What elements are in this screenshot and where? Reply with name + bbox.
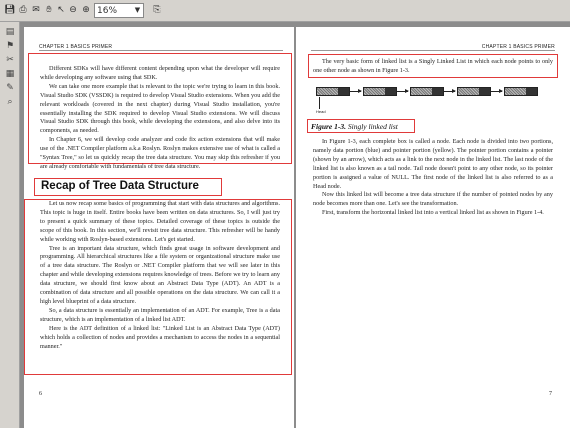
figure-title: Singly linked list [346, 122, 398, 131]
list-node [504, 87, 538, 96]
paragraph: In Chapter 6, we will develop code analyzer and code fix action extensions that will make use of the .NET Compiler platform a.k.a Roslyn. Roslyn makes extensive use of what is called a "Syntax Tree," so let us quickly recap the tree data structure. You may skip this refresher if you are already comfortable with fundamentals of tree data structure. [40, 136, 280, 170]
body-text [313, 138, 553, 218]
bookmarks-icon[interactable]: ⚑ [5, 41, 15, 51]
print-icon[interactable]: ⎙ [19, 5, 27, 15]
zoom-in-icon[interactable]: ⊕ [82, 5, 90, 15]
toolbar [0, 0, 570, 22]
head-pointer [319, 97, 320, 109]
section-text [40, 200, 280, 351]
save-icon[interactable]: 💾︎ [4, 5, 16, 15]
left-page [24, 27, 294, 428]
list-node [363, 87, 397, 96]
page-number: 7 [549, 391, 552, 397]
link-arrow [350, 91, 361, 92]
section-title: Recap of Tree Data Structure [41, 180, 199, 192]
paragraph: In Figure 1-3, each complete box is called a node. Each node is divided into two portions, namely data portion (blue) and pointer portion (yellow). The pointer portion contains a pointer (shown by an arrow), which acts as a link to the next node in the linked list. The last node of the linked list is also known as a tail node. Tail node doesn't point to any other node, so its pointer portion is assigned a value of NULL. The first node of the linked list is also referred to as a Head node. [313, 138, 553, 190]
page-header: CHAPTER 1 BASICS PRIMER [39, 44, 113, 50]
zoom-out-icon[interactable]: ⊖ [69, 5, 77, 15]
zoom-dropdown-icon[interactable]: ▼ [134, 6, 141, 14]
figure-number: Figure 1-3. [311, 122, 347, 131]
side-panel [0, 22, 20, 428]
paragraph: Different SDKs will have different content depending upon what the developer will require while developing any software using that SDK. [40, 65, 280, 81]
link-arrow [444, 91, 455, 92]
head-label: Head [316, 109, 326, 114]
paragraph: The very basic form of linked list is a Singly Linked List in which each node points to only one other node as shown in Figure 1-3. [313, 58, 553, 74]
header-rule [39, 50, 283, 51]
header-rule [311, 50, 555, 51]
paragraph: So, a data structure is essentially an implementation of an ADT. For example, Tree is a data structure, which is an implementation of a linked list ADT. [40, 306, 280, 323]
copy-icon[interactable]: ⎘ [153, 5, 161, 15]
paragraph: Now this linked list will become a tree data structure if the number of pointed nodes by any node becomes more than one. Let's see the transformation. [313, 191, 553, 208]
list-node [457, 87, 491, 96]
signatures-icon[interactable]: ✎ [6, 83, 14, 93]
list-node [410, 87, 444, 96]
paragraph: Here is the ADT definition of a linked list: "Linked List is an Abstract Data Type (ADT) which holds a collection of nodes and provides a mechanism to access the nodes in a sequential manner." [40, 324, 280, 350]
zoom-input[interactable]: 16% [94, 3, 144, 18]
intro-text [40, 65, 280, 172]
attachments-icon[interactable]: ✂ [6, 55, 14, 65]
link-arrow [491, 91, 502, 92]
right-page [296, 27, 570, 428]
email-icon[interactable]: ✉ [32, 5, 40, 15]
link-arrow [397, 91, 408, 92]
select-icon[interactable]: ↖ [57, 5, 65, 15]
paragraph: First, transform the horizontal linked list into a vertical linked list as shown in Figure 1-4. [322, 209, 544, 217]
intro-text [313, 58, 553, 76]
figure-caption [311, 122, 398, 131]
hand-icon[interactable]: ✋︎ [46, 5, 52, 15]
search-icon[interactable]: ⌕ [7, 97, 13, 107]
paragraph: We can take one more example that is relevant to the topic we're trying to learn in this book. Visual Studio SDK (VSSDK) is required to develop Visual Studio extensions. When you add the relevant workloads (covered in the next chapter) during Visual Studio installation, you're essentially installing the SDK required to develop Visual Studio extensions. We will discuss Visual Studio SDK through this book, while developing the extensions, and also delve into its components, as needed. [40, 82, 280, 135]
layers-icon[interactable]: ▦ [5, 69, 15, 79]
page-header: CHAPTER 1 BASICS PRIMER [481, 44, 555, 50]
paragraph: Tree is an important data structure, which finds great usage in software development and programming. All hierarchical structures like a file system or organizational structure make use of a tree data structure. The Roslyn or .NET Compiler platform that we will see later in this chapter and while developing extensions requires knowledge of trees. Before we try to learn any data structure, we should first know about an Abstract Data Type (ADT). An ADT is a combination of data structure and all possible operations on the data structure. We can call it a high level blueprint of a data structure. [40, 244, 280, 305]
paragraph: Let us now recap some basics of programming that start with data structures and algorithms. This topic is huge in itself. Entire books have been written on data structures. So, I will just try to present a quick summary of these topics. Detailed coverage of these topics is outside the scope of this book. In this section, we'll revisit tree data structure. This refresher will be handy while working with Roslyn-based extensions. Let's get started. [40, 200, 280, 243]
page-number: 6 [39, 391, 42, 397]
linked-list-figure [316, 87, 548, 119]
pages-icon[interactable]: ▤ [5, 27, 15, 37]
list-node [316, 87, 350, 96]
